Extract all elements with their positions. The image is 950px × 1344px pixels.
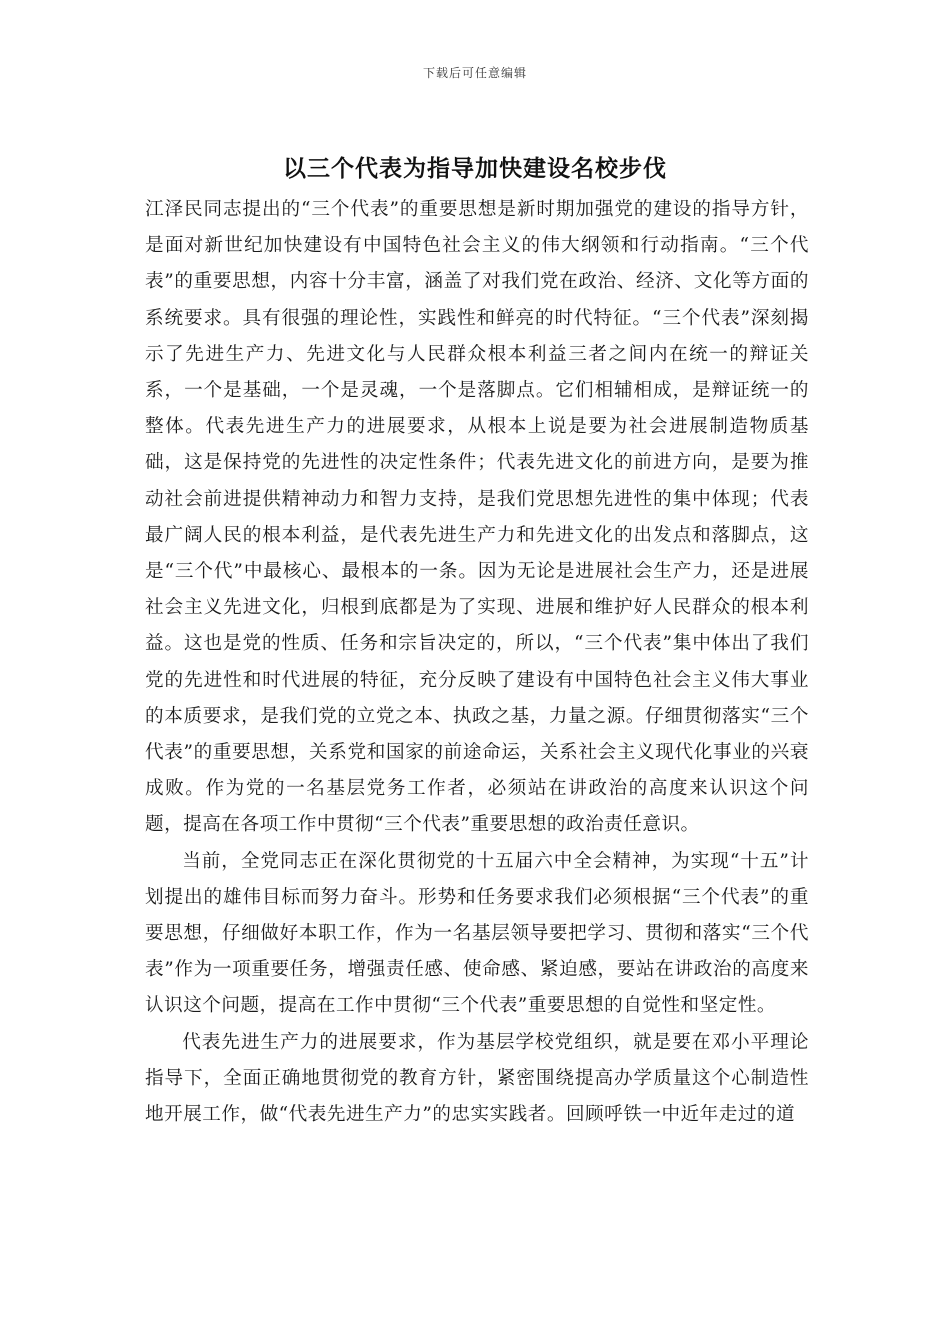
paragraph: 江泽民同志提出的“三个代表”的重要思想是新时期加强党的建设的指导方针，是面对新世纪加快建设有中国特色社会主义的伟大纲领和行动指南。“三个代表”的重要思想，内容十分丰富，涵盖了对我们党在政治、经济、文化等方面的系统要求。具有很强的理论性，实践性和鲜亮的时代特征。“三个代表”深刻揭示了先进生产力、先进文化与人民群众根本利益三者之间内在统一的辩证关系，一个是基础，一个是灵魂，一个是落脚点。它们相辅相成，是辩证统一的整体。代表先进生产力的进展要求，从根本上说是要为社会进展制造物质基础，这是保持党的先进性的决定性条件；代表先进文化的前进方向，是要为推动社会前进提供精神动力和智力支持，是我们党思想先进性的集中体现；代表最广阔人民的根本利益，是代表先进生产力和先进文化的出发点和落脚点，这是“三个代”中最核心、最根本的一条。因为无论是进展社会生产力，还是进展社会主义先进文化，归根到底都是为了实现、进展和维护好人民群众的根本利益。这也是党的性质、任务和宗旨决定的，所以，“三个代表”集中体出了我们党的先进性和时代进展的特征，充分反映了建设有中国特色社会主义伟大事业的本质要求，是我们党的立党之本、执政之基，力量之源。仔细贯彻落实“三个代表”的重要思想，关系党和国家的前途命运，关系社会主义现代化事业的兴衰成败。作为党的一名基层党务工作者，必须站在讲政治的高度来认识这个问题，提高在各项工作中贯彻“三个代表”重要思想的政治责任意识。 [145,199,809,836]
header-note: 下载后可任意编辑 [422,66,527,80]
paragraph: 代表先进生产力的进展要求，作为基层学校党组织，就是要在邓小平理论指导下，全面正确地贯彻党的教育方针，紧密围绕提高办学质量这个心制造性地开展工作，做“代表先进生产力”的忠实实践者。回顾呼铁一中近年走过的道 [145,1031,809,1126]
document-body [145,192,809,1133]
paragraph: 当前，全党同志正在深化贯彻党的十五届六中全会精神，为实现“十五”计划提出的雄伟目标而努力奋斗。形势和任务要求我们必须根据“三个代表”的重要思想，仔细做好本职工作，作为一名基层领导要把学习、贯彻和落实“三个代表”作为一项重要任务，增强责任感、使命感、紧迫感，要站在讲政治的高度来认识这个问题，提高在工作中贯彻“三个代表”重要思想的自觉性和坚定性。 [145,850,809,1017]
document-title: 以三个代表为指导加快建设名校步伐 [283,156,667,182]
